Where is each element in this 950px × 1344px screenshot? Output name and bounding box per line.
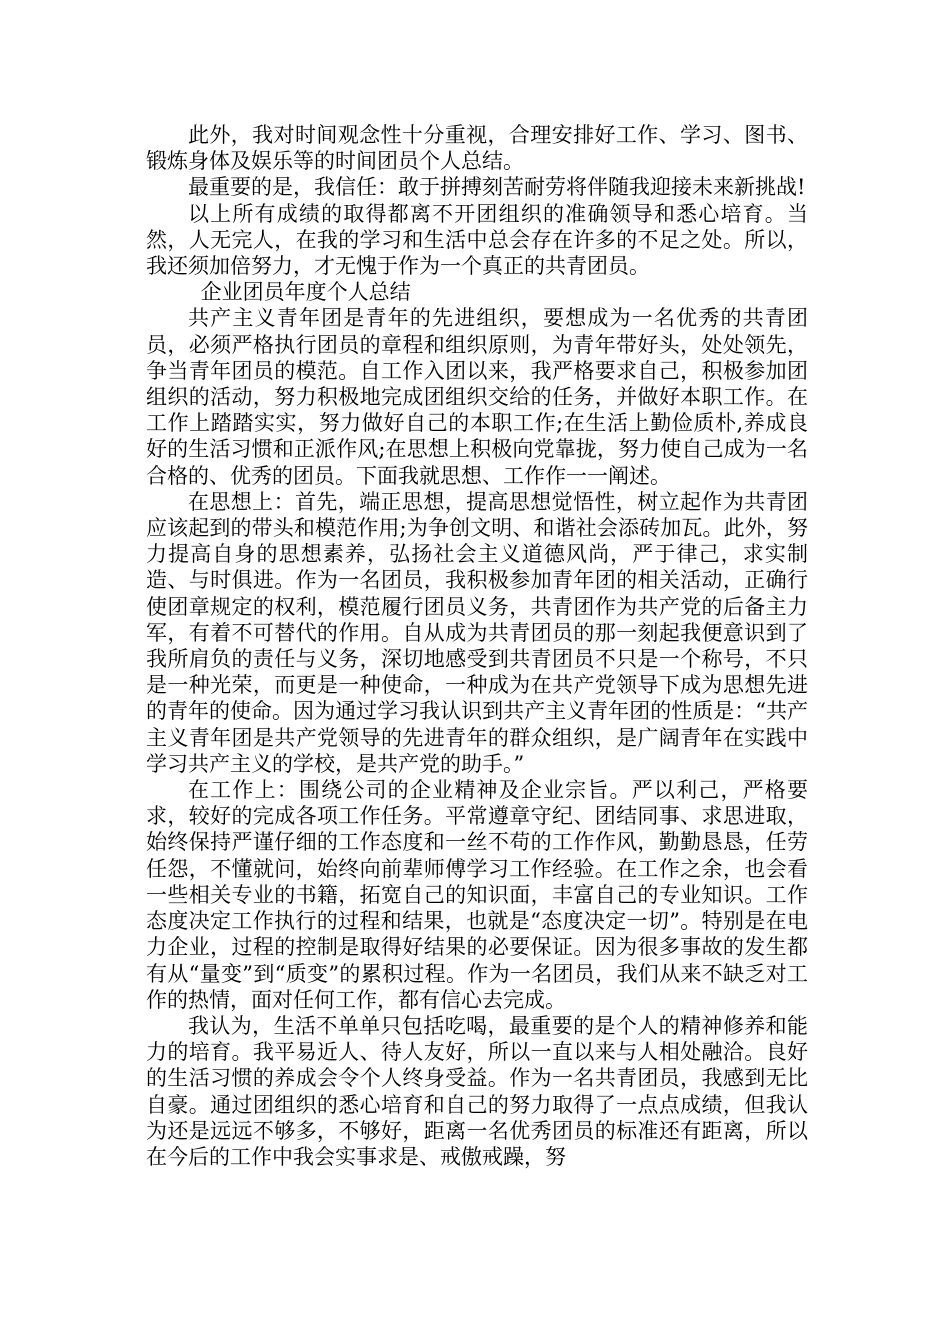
paragraph: 我认为，生活不单单只包括吃喝，最重要的是个人的精神修养和能力的培育。我平易近人、待人友好，所以一直以来与人相处融洽。良好的生活习惯的养成会令个人终身受益。作为一名共青团员，我感到无比自豪。通过团组织的悉心培育和自己的努力取得了一点点成绩，但我认为还是远远不够多，不够好，距离一名优秀团员的标准还有距离，所以在今后的工作中我会实事求是、戒傲戒躁，努 [146, 1013, 808, 1169]
paragraph: 此外，我对时间观念性十分重视，合理安排好工作、学习、图书、锻炼身体及娱乐等的时间团员个人总结。 [146, 123, 808, 174]
section-title: 企业团员年度个人总结 [200, 280, 411, 305]
paragraph: 在思想上：首先，端正思想，提高思想觉悟性，树立起作为共青团应该起到的带头和模范作用;为争创文明、和谐社会添砖加瓦。此外，努力提高自身的思想素养，弘扬社会主义道德风尚，严于律己，求实制造、与时俱进。作为一名团员，我积极参加青年团的相关活动，正确行使团章规定的权利，模范履行团员义务，共青团作为共产党的后备主力军，有着不可替代的作用。自从成为共青团员的那一刻起我便意识到了我所肩负的责任与义务，深切地感受到共青团员不只是一个称号，不只是一种光荣，而更是一种使命，一种成为在共产党领导下成为思想先进的青年的使命。因为通过学习我认识到共产主义青年团的性质是：“共产主义青年团是共产党领导的先进青年的群众组织，是广阔青年在实践中学习共产主义的学校，是共产党的助手。” [146, 489, 808, 776]
document-page [146, 122, 808, 1170]
paragraph: 最重要的是，我信任：敢于拼搏刻苦耐劳将伴随我迎接未来新挑战! [188, 175, 806, 200]
paragraph: 共产主义青年团是青年的先进组织，要想成为一名优秀的共青团员，必须严格执行团员的章程和组织原则，为青年带好头，处处领先，争当青年团员的模范。自工作入团以来，我严格要求自己，积极参加团组织的活动，努力积极地完成团组织交给的任务，并做好本职工作。在工作上踏踏实实，努力做好自己的本职工作;在生活上勤俭质朴,养成良好的生活习惯和正派作风;在思想上积极向党靠拢，努力使自己成为一名合格的、优秀的团员。下面我就思想、工作作一一阐述。 [146, 306, 808, 488]
paragraph: 以上所有成绩的取得都离不开团组织的准确领导和悉心培育。当然，人无完人，在我的学习和生活中总会存在许多的不足之处。所以，我还须加倍努力，才无愧于作为一个真正的共青团员。 [146, 201, 808, 279]
paragraph: 在工作上：围绕公司的企业精神及企业宗旨。严以利己，严格要求，较好的完成各项工作任务。平常遵章守纪、团结同事、求思进取，始终保持严谨仔细的工作态度和一丝不苟的工作作风，勤勤恳恳，任劳任怨，不懂就问，始终向前辈师傅学习工作经验。在工作之余，也会看一些相关专业的书籍，拓宽自己的知识面，丰富自己的专业知识。工作态度决定工作执行的过程和结果，也就是“态度决定一切”。特别是在电力企业，过程的控制是取得好结果的必要保证。因为很多事故的发生都有从“量变”到“质变”的累积过程。作为一名团员，我们从来不缺乏对工作的热情，面对任何工作，都有信心去完成。 [146, 778, 808, 1012]
